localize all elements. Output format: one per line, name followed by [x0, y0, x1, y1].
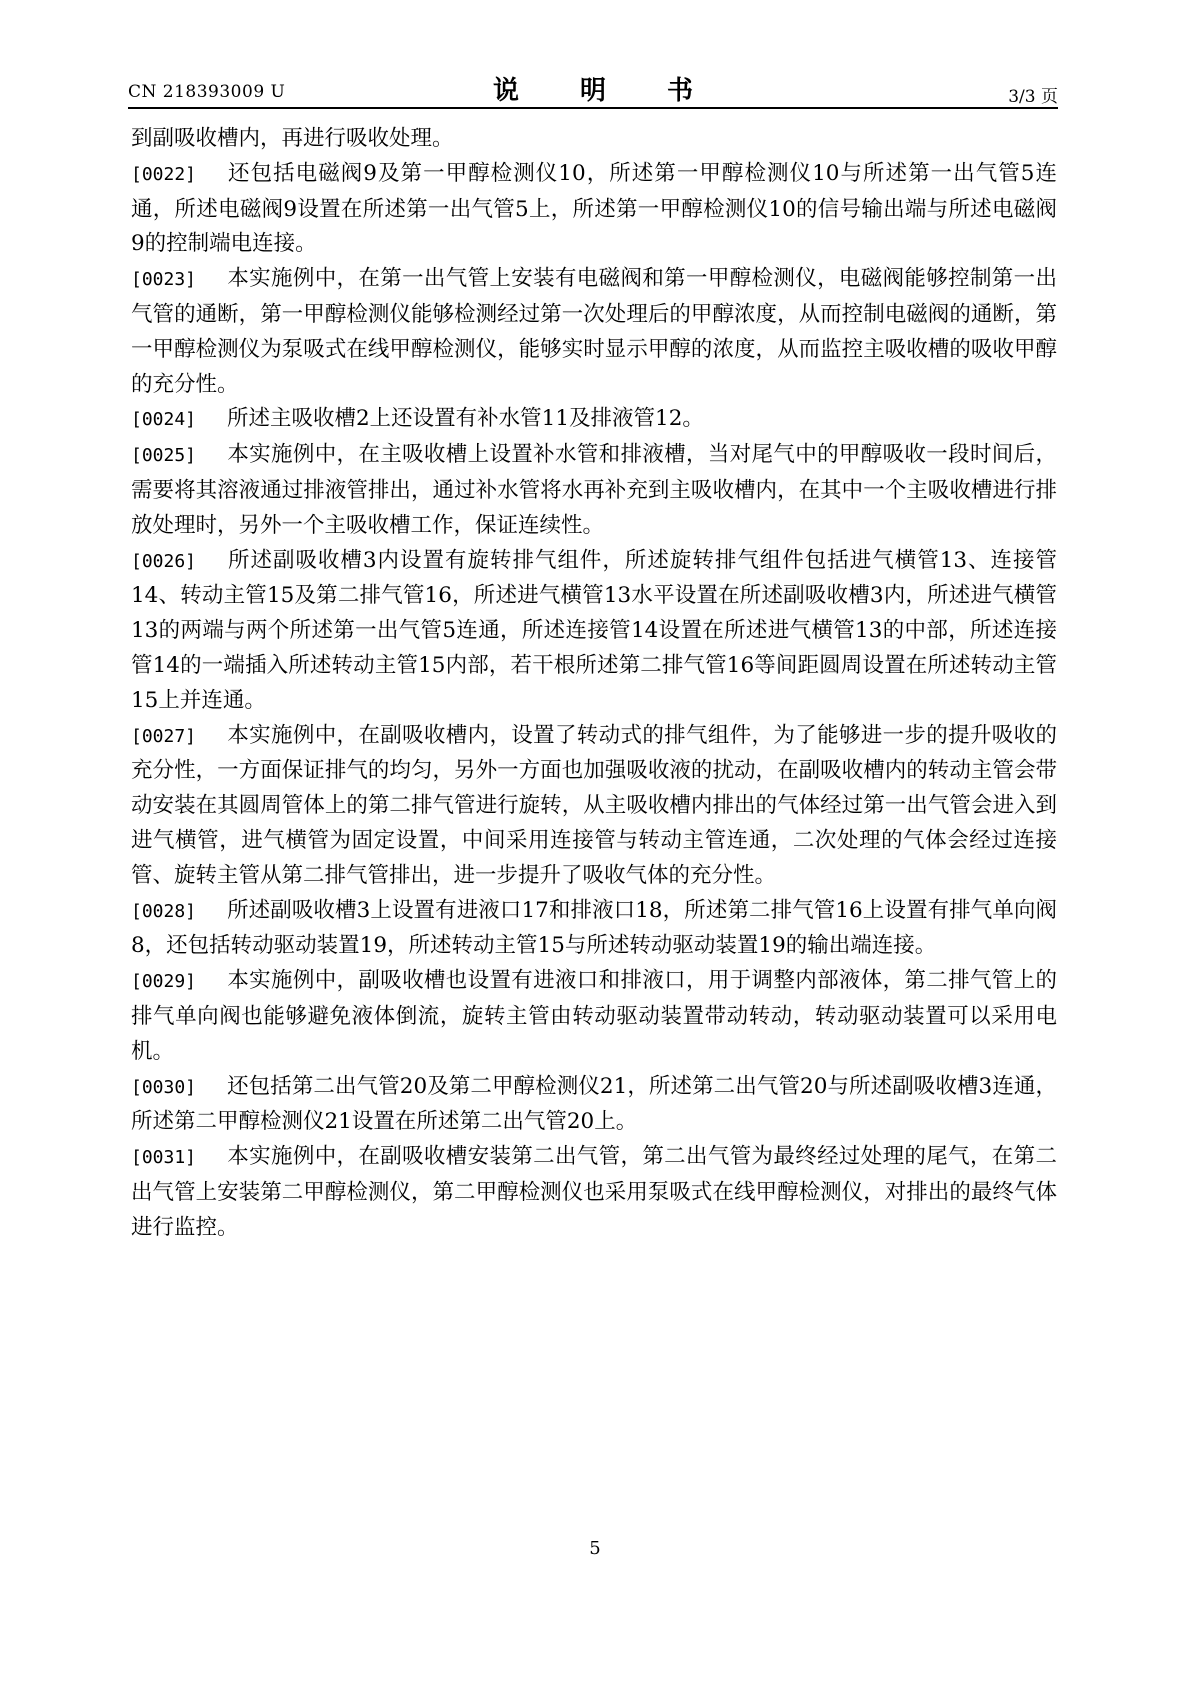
- paragraph-number: [0025]: [131, 445, 197, 467]
- paragraph-text: 本实施例中，在第一出气管上安装有电磁阀和第一甲醇检测仪，电磁阀能够控制第一出气管的通断，第一甲醇检测仪能够检测经过第一次处理后的甲醇浓度，从而控制电磁阀的通断，第一甲醇检测仪为泵吸式在线甲醇检测仪，能够实时显示甲醇的浓度，从而监控主吸收槽的吸收甲醇的充分性。: [131, 266, 1057, 397]
- paragraph-text: 本实施例中，在主吸收槽上设置补水管和排液槽，当对尾气中的甲醇吸收一段时间后，需要将其溶液通过排液管排出，通过补水管将水再补充到主吸收槽内，在其中一个主吸收槽进行排放处理时，另外一个主吸收槽工作，保证连续性。: [131, 442, 1057, 538]
- paragraph-list: [131, 157, 1057, 1246]
- paragraph: [131, 438, 1057, 543]
- paragraph: [131, 544, 1057, 719]
- paragraph-text: 所述副吸收槽3内设置有旋转排气组件，所述旋转排气组件包括进气横管13、连接管14、转动主管15及第二排气管16，所述进气横管13水平设置在所述副吸收槽3内，所述进气横管13的两端与两个所述第一出气管5连通，所述连接管14设置在所述进气横管13的中部，所述连接管14的一端插入所述转动主管15内部，若干根所述第二排气管16等间距圆周设置在所述转动主管15上并连通。: [131, 547, 1057, 713]
- paragraph-text: 还包括电磁阀9及第一甲醇检测仪10，所述第一甲醇检测仪10与所述第一出气管5连通，所述电磁阀9设置在所述第一出气管5上，所述第一甲醇检测仪10的信号输出端与所述电磁阀9的控制端电连接。: [131, 160, 1057, 257]
- header-divider: [128, 107, 1058, 109]
- paragraph-number: [0029]: [131, 971, 197, 993]
- paragraph-number: [0026]: [131, 550, 197, 572]
- paragraph: [131, 719, 1057, 894]
- paragraph-number: [0023]: [131, 269, 197, 291]
- continuation-text: 到副吸收槽内，再进行吸收处理。: [131, 126, 454, 151]
- paragraph: [131, 402, 1057, 438]
- paragraph-text: 本实施例中，在副吸收槽安装第二出气管，第二出气管为最终经过处理的尾气，在第二出气管上安装第二甲醇检测仪，第二甲醇检测仪也采用泵吸式在线甲醇检测仪，对排出的最终气体进行监控。: [131, 1144, 1057, 1240]
- page-header: [128, 70, 1058, 110]
- paragraph-text: 所述主吸收槽2上还设置有补水管11及排液管12。: [227, 406, 704, 432]
- paragraph: [131, 894, 1057, 965]
- document-body: [131, 122, 1057, 1246]
- paragraph-number: [0022]: [131, 163, 197, 185]
- paragraph-text: 本实施例中，副吸收槽也设置有进液口和排液口，用于调整内部液体，第二排气管上的排气单向阀也能够避免液体倒流，旋转主管由转动驱动装置带动转动，转动驱动装置可以采用电机。: [131, 968, 1057, 1064]
- paragraph-text: 还包括第二出气管20及第二甲醇检测仪21，所述第二出气管20与所述副吸收槽3连通，所述第二甲醇检测仪21设置在所述第二出气管20上。: [131, 1073, 1057, 1135]
- page-indicator: 3/3 页: [1008, 87, 1058, 107]
- paragraph: [131, 964, 1057, 1069]
- paragraph-text: 本实施例中，在副吸收槽内，设置了转动式的排气组件，为了能够进一步的提升吸收的充分性，一方面保证排气的均匀，另外一方面也加强吸收液的扰动，在副吸收槽内的转动主管会带动安装在其圆周管体上的第二排气管进行旋转，从主吸收槽内排出的气体经过第一出气管会进入到进气横管，进气横管为固定设置，中间采用连接管与转动主管连通，二次处理的气体会经过连接管、旋转主管从第二排气管排出，进一步提升了吸收气体的充分性。: [131, 722, 1057, 888]
- paragraph-number: [0024]: [131, 409, 197, 431]
- paragraph: [131, 1070, 1057, 1141]
- paragraph-number: [0030]: [131, 1076, 197, 1098]
- doc-number: CN 218393009 U: [128, 82, 286, 102]
- paragraph-text: 所述副吸收槽3上设置有进液口17和排液口18，所述第二排气管16上设置有排气单向阀8，还包括转动驱动装置19，所述转动主管15与所述转动驱动装置19的输出端连接。: [131, 897, 1057, 959]
- paragraph-number: [0027]: [131, 725, 197, 747]
- paragraph: [131, 157, 1057, 262]
- paragraph-number: [0031]: [131, 1147, 197, 1169]
- doc-title: 说 明 书: [492, 76, 720, 106]
- paragraph: [131, 1140, 1057, 1245]
- page-number: 5: [589, 1538, 601, 1559]
- paragraph: [131, 262, 1057, 402]
- paragraph-number: [0028]: [131, 900, 197, 922]
